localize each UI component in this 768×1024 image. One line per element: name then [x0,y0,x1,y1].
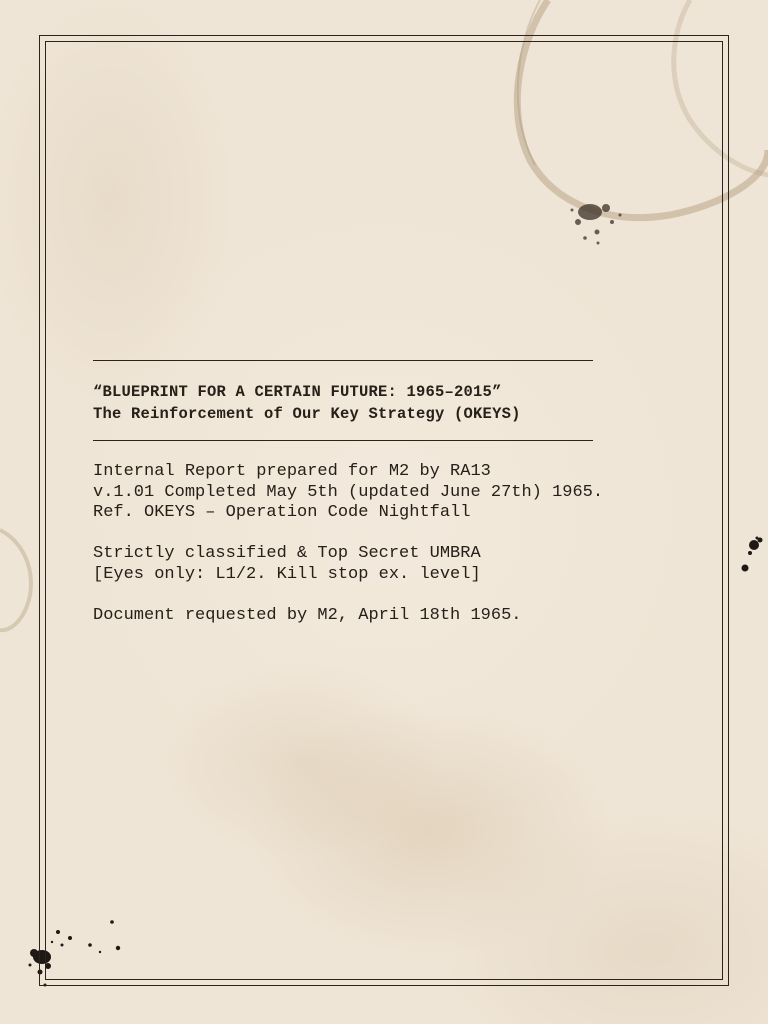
request-info [93,606,603,627]
document-body [93,462,603,647]
document-title [93,381,521,425]
report-prepared-line: Internal Report prepared for M2 by RA13 [93,462,491,481]
report-reference-line: Ref. OKEYS – Operation Code Nightfall [93,503,471,522]
title-line-subtitle: The Reinforcement of Our Key Strategy (OKEYS) [93,405,521,423]
report-version-line: v.1.01 Completed May 5th (updated June 27th) 1965. [93,482,604,502]
classification-info [93,544,603,585]
title-divider-top [93,360,593,361]
request-line: Document requested by M2, April 18th 1965. [93,605,522,625]
title-divider-bottom [93,440,593,441]
classification-level-line: Strictly classified & Top Secret UMBRA [93,544,481,563]
report-info [93,462,603,524]
title-line-main: “BLUEPRINT FOR A CERTAIN FUTURE: 1965–2015” [93,383,502,401]
classification-access-line: [Eyes only: L1/2. Kill stop ex. level] [93,564,481,584]
